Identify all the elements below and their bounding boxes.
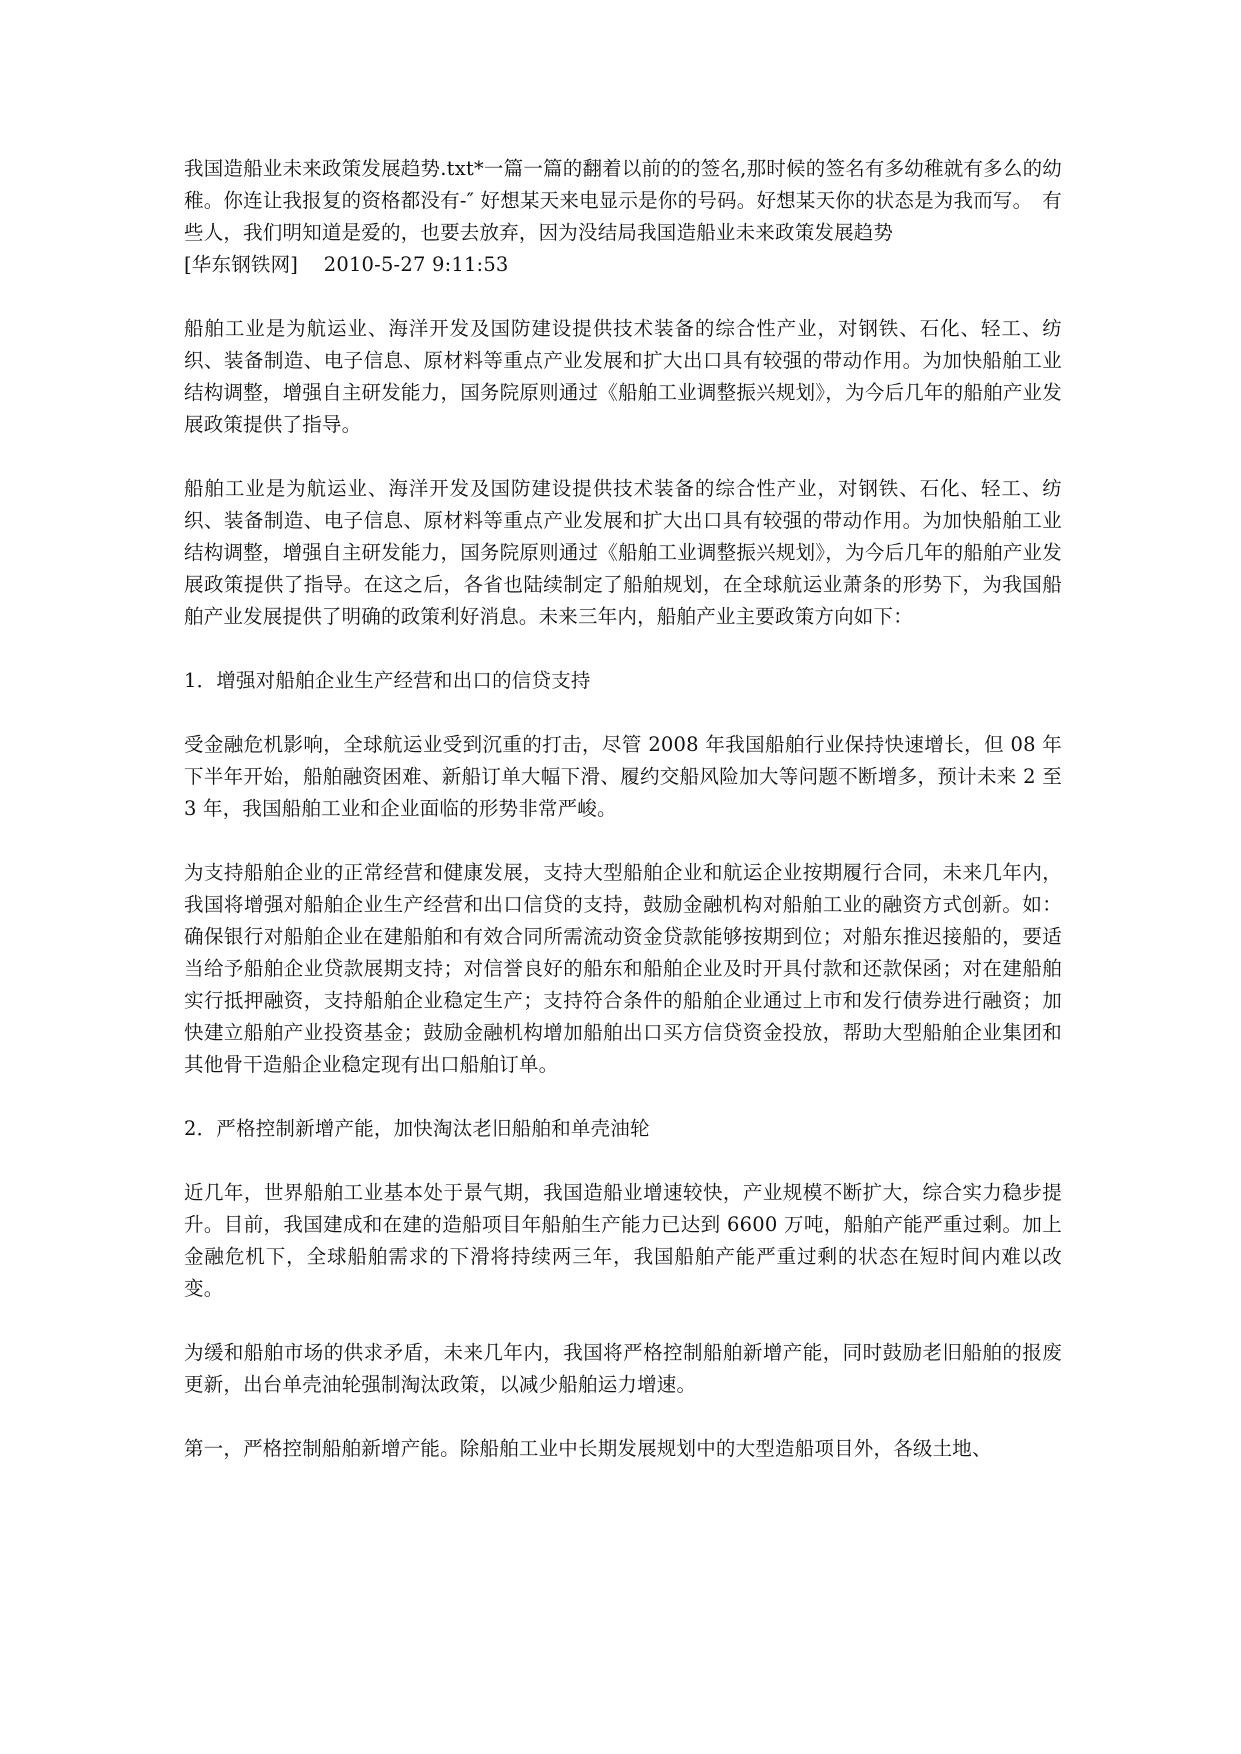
paragraph: 第一，严格控制船舶新增产能。除船舶工业中长期发展规划中的大型造船项目外，各级土地、: [184, 1437, 992, 1460]
source-name: [华东钢铁网]: [184, 253, 299, 276]
paragraph: 近几年，世界船舶工业基本处于景气期，我国造船业增速较快，产业规模不断扩大，综合实力稳步提升。目前，我国建成和在建的造船项目年船舶生产能力已达到 6600 万吨，船舶产能严重过剩。加上金融危机下，全球船舶需求的下滑将持续两三年，我国船舶产能严重过剩的状态在短时间内难以改变。: [184, 1181, 1062, 1300]
paragraph: 船舶工业是为航运业、海洋开发及国防建设提供技术装备的综合性产业，对钢铁、石化、轻工、纺织、装备制造、电子信息、原材料等重点产业发展和扩大出口具有较强的带动作用。为加快船舶工业结构调整，增强自主研发能力，国务院原则通过《船舶工业调整振兴规划》，为今后几年的船舶产业发展政策提供了指导。: [184, 317, 1062, 436]
paragraph: 船舶工业是为航运业、海洋开发及国防建设提供技术装备的综合性产业，对钢铁、石化、轻工、纺织、装备制造、电子信息、原材料等重点产业发展和扩大出口具有较强的带动作用。为加快船舶工业结构调整，增强自主研发能力，国务院原则通过《船舶工业调整振兴规划》，为今后几年的船舶产业发展政策提供了指导。在这之后，各省也陆续制定了船舶规划，在全球航运业萧条的形势下，为我国船舶产业发展提供了明确的政策利好消息。未来三年内，船舶产业主要政策方向如下：: [184, 477, 1062, 628]
source-line: [184, 249, 1062, 281]
paragraph: 受金融危机影响，全球航运业受到沉重的打击，尽管 2008 年我国船舶行业保持快速增长，但 08 年下半年开始，船舶融资困难、新船订单大幅下滑、履约交船风险加大等问题不断增多，预计未来 2 至 3 年，我国船舶工业和企业面临的形势非常严峻。: [184, 733, 1062, 820]
document-body: [184, 153, 1062, 1497]
section-heading: 1．增强对船舶企业生产经营和出口的信贷支持: [184, 669, 591, 692]
intro-paragraph: 我国造船业未来政策发展趋势.txt*一篇一篇的翻着以前的的签名,那时候的签名有多幼稚就有多么的幼稚。你连让我报复的资格都没有-″ 好想某天来电显示是你的号码。好想某天你的状态是为我而写。 有些人，我们明知道是爱的，也要去放弃，因为没结局我国造船业未来政策发展趋势: [184, 157, 1062, 244]
section-heading: 2．严格控制新增产能，加快淘汰老旧船舶和单壳油轮: [184, 1117, 650, 1140]
paragraph: 为缓和船舶市场的供求矛盾，未来几年内，我国将严格控制船舶新增产能，同时鼓励老旧船舶的报废更新，出台单壳油轮强制淘汰政策，以减少船舶运力增速。: [184, 1341, 1062, 1396]
publish-datetime: 2010-5-27 9:11:53: [323, 253, 509, 276]
paragraph: 为支持船舶企业的正常经营和健康发展，支持大型船舶企业和航运企业按期履行合同，未来几年内，我国将增强对船舶企业生产经营和出口信贷的支持，鼓励金融机构对船舶工业的融资方式创新。如：确保银行对船舶企业在建船舶和有效合同所需流动资金贷款能够按期到位；对船东推迟接船的，要适当给予船舶企业贷款展期支持；对信誉良好的船东和船舶企业及时开具付款和还款保函；对在建船舶实行抵押融资，支持船舶企业稳定生产；支持符合条件的船舶企业通过上市和发行债券进行融资；加快建立船舶产业投资基金；鼓励金融机构增加船舶出口买方信贷资金投放，帮助大型船舶企业集团和其他骨干造船企业稳定现有出口船舶订单。: [184, 861, 1062, 1076]
